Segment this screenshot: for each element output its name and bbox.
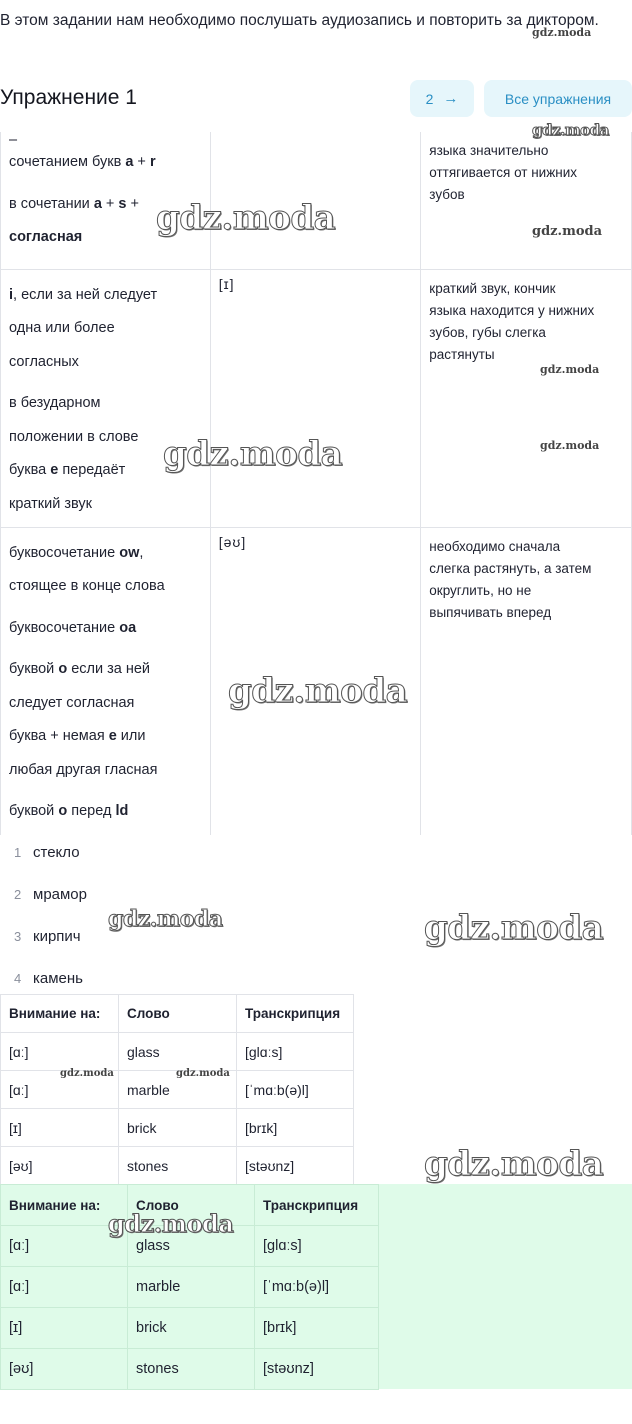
word-cell: marble [119,1071,237,1109]
watermark: gdz.moda [540,439,600,452]
exercise-title: Упражнение 1 [0,86,137,109]
watermark: gdz.moda [424,908,604,948]
table-row [1,1147,354,1185]
watermark: gdz.moda [176,1068,230,1079]
arrow-right-icon: → [443,90,459,107]
watermark: gdz.moda [156,198,336,238]
rules-cell-description: краткий звук, кончик языка находится у нижних зубов, губы слегка растянуты [421,269,632,527]
rules-cell-description: языка значительно оттягивается от нижних зубов [421,132,632,269]
watermark: gdz.moda [532,121,609,139]
column-header: Слово [119,995,237,1033]
transcription-cell: [brɪk] [237,1109,354,1147]
rules-cell-sound: [əʊ] [210,527,421,835]
rules-cell-sound: [ɪ] [210,269,421,527]
column-header: Транскрипция [237,995,354,1033]
word-cell: brick [128,1308,255,1349]
watermark: gdz.moda [532,224,603,239]
next-exercise-button[interactable] [410,80,474,117]
sound-cell: [ɪ] [1,1308,128,1349]
rules-row [1,269,632,527]
watermark: gdz.moda [60,1068,114,1079]
watermark: gdz.moda [424,1144,604,1184]
transcription-table [0,994,354,1185]
column-header: Транскрипция [255,1185,379,1226]
transcription-cell: [stəʊnz] [255,1349,379,1390]
word-cell: stones [128,1349,255,1390]
watermark: gdz.moda [163,434,343,474]
list-item: 2 мрамор [14,886,87,903]
rules-text: согласная [9,229,83,245]
word-cell: glass [119,1033,237,1071]
list-item: 1 стекло [14,844,80,861]
word-cell: stones [119,1147,237,1185]
table-row [1,1109,354,1147]
sound-cell: [ɑː] [1,1226,128,1267]
answer-block [0,1184,632,1389]
rules-cell-letters: буквосочетание ow, стоящее в конце слова буквосочетание oa буквой o если за ней следует согласная буква + немая e или любая другая гласная буквой o перед ld [1,527,211,835]
exercise-header [0,80,632,118]
sound-cell: [ɑː] [1,1267,128,1308]
watermark: gdz.moda [108,906,223,932]
rules-cell-description: необходимо сначала слегка растянуть, а затем округлить, но не выпячивать вперед [421,527,632,835]
next-exercise-number: 2 [425,90,434,107]
watermark: gdz.moda [108,1209,234,1238]
table-row [1,1033,354,1071]
table-row [1,1349,379,1390]
list-item: 4 камень [14,970,83,987]
watermark: gdz.moda [532,26,592,39]
word-cell: glass [128,1226,255,1267]
rules-text: – [9,136,18,146]
transcription-cell: [stəʊnz] [237,1147,354,1185]
sound-cell: [ɑː] [1,1033,119,1071]
table-row [1,1308,379,1349]
sound-cell: [ɪ] [1,1109,119,1147]
sound-cell: [əʊ] [1,1147,119,1185]
transcription-cell: [brɪk] [255,1308,379,1349]
sound-cell: [əʊ] [1,1349,128,1390]
transcription-cell: [ˈmɑːb(ə)l] [255,1267,379,1308]
list-item: 3 кирпич [14,928,81,945]
watermark: gdz.moda [228,671,408,711]
all-exercises-button[interactable]: Все упражнения [484,80,632,117]
table-row [1,1267,379,1308]
rules-text: в сочетании a + s + [9,195,139,212]
intro-text: В этом задании нам необходимо послушать аудиозапись и повторить за диктором. [0,12,599,29]
column-header: Слово [128,1185,255,1226]
sound-cell: [ɑː] [1,1071,119,1109]
watermark: gdz.moda [540,363,600,376]
word-cell: brick [119,1109,237,1147]
column-header: Внимание на: [1,995,119,1033]
transcription-cell: [ˈmɑːb(ə)l] [237,1071,354,1109]
transcription-cell: [ɡlɑːs] [237,1033,354,1071]
table-header-row [1,995,354,1033]
rules-cell-letters: i, если за ней следует одна или более согласных в безударном положении в слове буква e передаёт краткий звук [1,269,211,527]
transcription-cell: [ɡlɑːs] [255,1226,379,1267]
column-header: Внимание на: [1,1185,128,1226]
rules-text: сочетанием букв a + r [9,154,156,170]
word-cell: marble [128,1267,255,1308]
